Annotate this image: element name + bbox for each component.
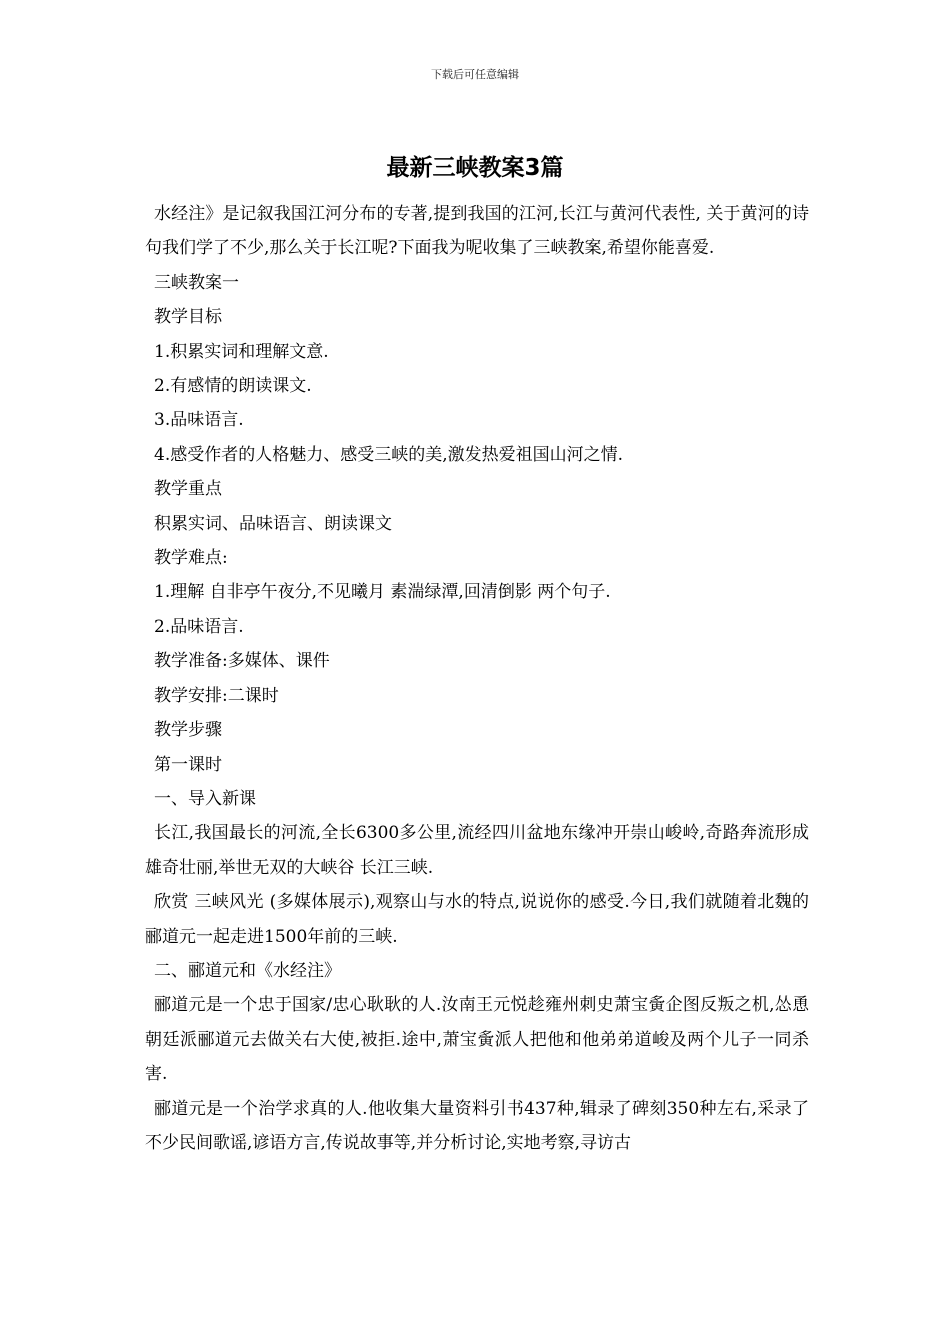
- paragraph-arrangement: 教学安排:二课时: [154, 685, 279, 706]
- paragraph-goal-3: 3.品味语言.: [154, 410, 244, 431]
- paragraph-section-intro: 一、导入新课: [154, 788, 256, 809]
- paragraph-goals-heading: 教学目标: [154, 307, 222, 328]
- paragraph-preparation: 教学准备:多媒体、课件: [154, 651, 330, 672]
- paragraph-key-points-heading: 教学重点: [154, 479, 222, 500]
- paragraph-first-lesson: 第一课时: [154, 754, 222, 775]
- document-body: [145, 197, 809, 1160]
- paragraph-goal-1: 1.积累实词和理解文意.: [154, 341, 329, 362]
- paragraph-difficulty-1: 1.理解 自非亭午夜分,不见曦月 素湍绿潭,回清倒影 两个句子.: [154, 582, 611, 603]
- paragraph-difficulties-heading: 教学难点:: [154, 548, 228, 569]
- paragraph-key-points: 积累实词、品味语言、朗读课文: [154, 513, 392, 534]
- paragraph-goal-2: 2.有感情的朗读课文.: [154, 376, 312, 397]
- paragraph-difficulty-2: 2.品味语言.: [154, 616, 244, 637]
- paragraph-plan-one: 三峡教案一: [154, 272, 239, 293]
- paragraph-appreciate: 欣赏 三峡风光 (多媒体展示),观察山与水的特点,说说你的感受.今日,我们就随着北魏的郦道元一起走进1500年前的三峡.: [145, 892, 809, 947]
- paragraph-author-loyal: 郦道元是一个忠于国家/忠心耿耿的人.汝南王元悦趁雍州刺史萧宝夤企图反叛之机,怂恿朝廷派郦道元去做关右大使,被拒.途中,萧宝夤派人把他和他弟弟道峻及两个儿子一同杀害.: [145, 995, 809, 1085]
- document-title: 最新三峡教案3篇: [386, 155, 564, 181]
- paragraph-author-scholar: 郦道元是一个治学求真的人.他收集大量资料引书437种,辑录了碑刻350种左右,采录了不少民间歌谣,谚语方言,传说故事等,并分析讨论,实地考察,寻访古: [145, 1098, 809, 1153]
- paragraph-steps-heading: 教学步骤: [154, 720, 222, 741]
- paragraph-goal-4: 4.感受作者的人格魅力、感受三峡的美,激发热爱祖国山河之情.: [154, 444, 624, 465]
- header-note: 下载后可任意编辑: [431, 68, 519, 81]
- paragraph-yangtze: 长江,我国最长的河流,全长6300多公里,流经四川盆地东缘冲开崇山峻岭,奇路奔流形成雄奇壮丽,举世无双的大峡谷 长江三峡.: [145, 823, 809, 878]
- paragraph-section-author: 二、郦道元和《水经注》: [154, 960, 341, 981]
- paragraph-intro: 水经注》是记叙我国江河分布的专著,提到我国的江河,长江与黄河代表性, 关于黄河的诗句我们学了不少,那么关于长江呢?下面我为呢收集了三峡教案,希望你能喜爱.: [145, 204, 809, 259]
